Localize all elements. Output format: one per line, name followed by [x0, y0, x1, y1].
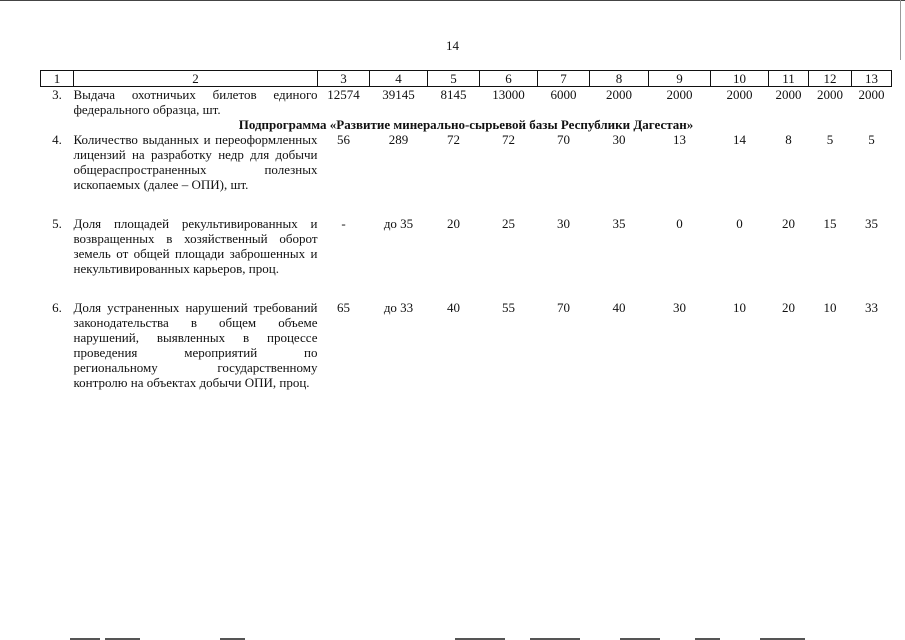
column-header: 5	[428, 71, 480, 87]
value-cell: 12574	[327, 87, 360, 102]
value-cell: 35	[612, 216, 626, 231]
column-header: 6	[480, 71, 538, 87]
column-header: 3	[318, 71, 370, 87]
value-cell: 8145	[440, 87, 467, 102]
value-cell: 13000	[492, 87, 525, 102]
value-cell: 2000	[606, 87, 632, 102]
column-header: 1	[41, 71, 74, 87]
value-cell: до 33	[383, 300, 414, 315]
value-cell: 289	[388, 132, 409, 147]
subprogram-title: Подпрограмма «Развитие минерально-сырьевой базы Республики Дагестан»	[238, 117, 694, 132]
value-cell: 30	[612, 132, 626, 147]
value-cell: 14	[733, 132, 746, 147]
indicator-name: Доля площадей рекультивированных и возвращенных в хозяйственный оборот земель от общей площади заброшенных и некультивированных карьеров, проц.	[73, 216, 318, 276]
value-cell: 2000	[858, 87, 885, 102]
value-cell: 72	[447, 132, 460, 147]
column-header: 13	[852, 71, 892, 87]
column-header: 7	[538, 71, 590, 87]
value-cell: 20	[447, 216, 460, 231]
value-cell: 5	[868, 132, 875, 147]
value-cell: 2000	[666, 87, 693, 102]
value-cell: 2000	[775, 87, 802, 102]
column-header: 8	[590, 71, 649, 87]
value-cell: 30	[673, 300, 686, 315]
value-cell: 35	[865, 216, 878, 231]
value-cell: 8	[785, 132, 792, 147]
row-number: 4.	[52, 132, 62, 147]
table-row	[41, 216, 892, 276]
subprogram-row	[41, 117, 892, 132]
table-row	[41, 87, 892, 118]
value-cell: 20	[782, 300, 795, 315]
column-header: 2	[74, 71, 318, 87]
value-cell: 13	[673, 132, 686, 147]
value-cell: 55	[502, 300, 515, 315]
column-header: 11	[769, 71, 809, 87]
value-cell: 25	[502, 216, 515, 231]
scan-artifacts	[0, 636, 905, 640]
value-cell: 2000	[726, 87, 753, 102]
value-cell: 10	[823, 300, 837, 315]
row-number: 5.	[52, 216, 62, 231]
value-cell: 40	[612, 300, 626, 315]
table-row	[41, 132, 892, 192]
value-cell: 72	[502, 132, 515, 147]
column-header: 12	[809, 71, 852, 87]
top-border-line	[0, 0, 905, 1]
value-cell: 2000	[817, 87, 843, 102]
indicator-name: Количество выданных и переоформленных лицензий на разработку недр для добычи общераспространенных полезных ископаемых (далее – ОПИ), шт.	[73, 132, 318, 192]
column-header: 9	[649, 71, 711, 87]
value-cell: 5	[826, 132, 834, 147]
value-cell: 0	[676, 216, 683, 231]
value-cell: 65	[337, 300, 350, 315]
value-cell: 10	[733, 300, 746, 315]
column-header: 4	[370, 71, 428, 87]
value-cell: 6000	[550, 87, 577, 102]
table-header-row	[41, 71, 892, 87]
indicator-name: Выдача охотничьих билетов единого федерального образца, шт.	[73, 87, 318, 117]
value-cell: 56	[337, 132, 350, 147]
page-number: 14	[446, 38, 459, 53]
value-cell: 39145	[382, 87, 415, 102]
indicators-table	[40, 70, 892, 390]
value-cell: 20	[782, 216, 795, 231]
indicator-name: Доля устраненных нарушений требований законодательства в общем объеме нарушений, выявленных в процессе проведения мероприятий по региональному государственному контролю на объектах добычи ОПИ, проц.	[73, 300, 318, 390]
value-cell: 33	[865, 300, 878, 315]
value-cell: 30	[557, 216, 570, 231]
value-cell: 15	[823, 216, 837, 231]
column-header: 10	[711, 71, 769, 87]
row-number: 3.	[52, 87, 62, 102]
value-cell: 40	[447, 300, 460, 315]
table-row	[41, 300, 892, 390]
value-cell: до 35	[383, 216, 414, 231]
value-cell: 70	[557, 300, 570, 315]
value-cell: 0	[736, 216, 743, 231]
value-cell: -	[341, 216, 346, 231]
value-cell: 70	[557, 132, 570, 147]
row-number: 6.	[52, 300, 62, 315]
